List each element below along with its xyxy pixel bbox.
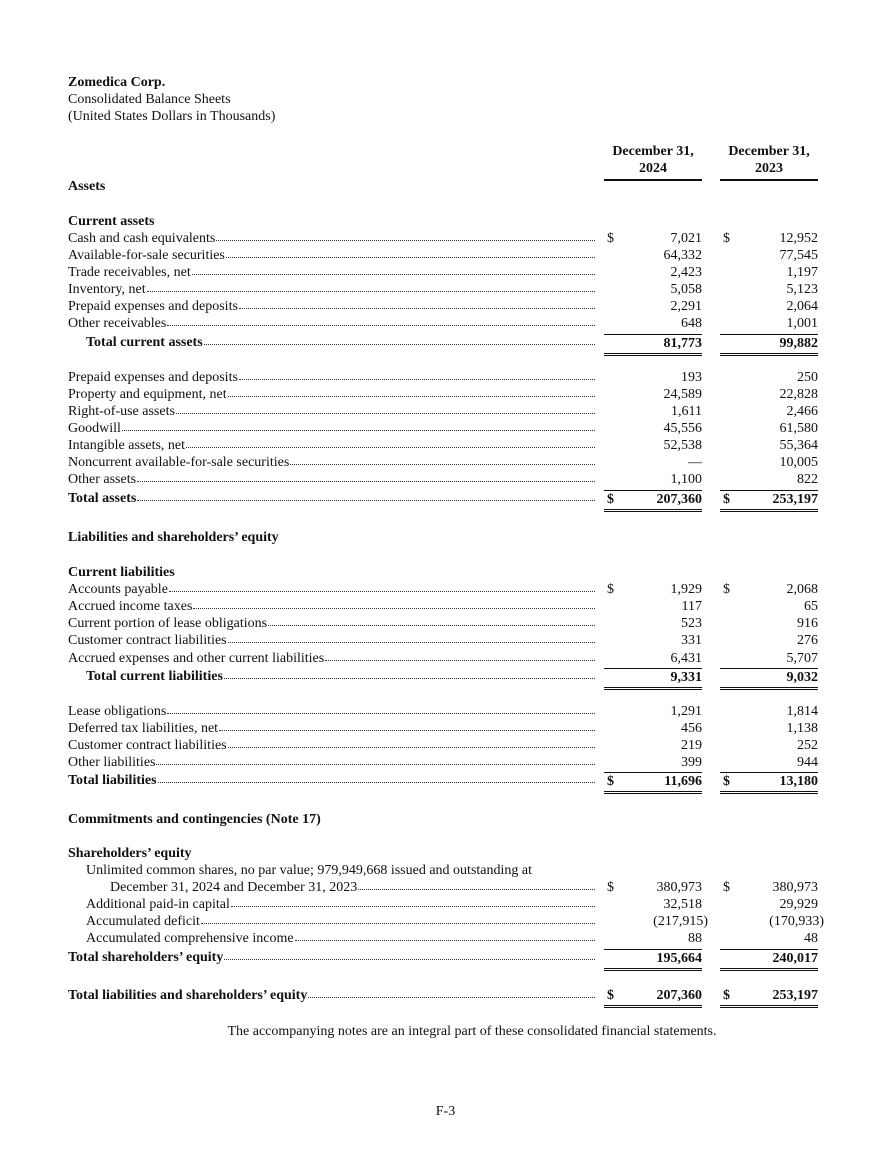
leader-dots	[231, 905, 595, 907]
leader-dots	[193, 607, 595, 609]
cell-2023	[720, 437, 818, 454]
dollar-sign: $	[607, 492, 614, 507]
dollar-sign: $	[607, 582, 614, 597]
value-2024: (217,915)	[653, 914, 708, 929]
row-total-equity	[0, 949, 891, 966]
value-2024: 32,518	[663, 897, 702, 912]
row-accumulated-deficit	[0, 913, 891, 930]
leader-dots	[268, 624, 595, 626]
value-2023: 61,580	[779, 421, 818, 436]
cell-2024	[604, 581, 702, 598]
row-label	[68, 420, 595, 437]
row-label-text: Other receivables	[68, 316, 167, 331]
row-other-receivables	[0, 315, 891, 332]
cell-2024	[604, 772, 702, 794]
row-label	[86, 930, 595, 947]
row-cash	[0, 230, 891, 247]
row-label	[68, 949, 595, 966]
value-2023: (170,933)	[769, 914, 824, 929]
value-2024: 2,291	[670, 299, 702, 314]
dollar-sign: $	[723, 582, 730, 597]
row-accounts-payable	[0, 581, 891, 598]
row-label	[68, 772, 595, 789]
leader-dots	[295, 939, 595, 941]
value-2024: 117	[681, 599, 702, 614]
leader-dots	[226, 256, 595, 258]
row-label	[86, 334, 595, 351]
cell-2024	[604, 437, 702, 454]
row-noncurrent-afs	[0, 454, 891, 471]
value-2024: 1,291	[670, 704, 702, 719]
cell-2023	[720, 471, 818, 488]
row-label	[68, 987, 595, 1004]
leader-dots	[216, 239, 595, 241]
cell-2024	[604, 454, 702, 471]
value-2024: 1,100	[670, 472, 702, 487]
leader-dots	[239, 307, 595, 309]
value-2023: 5,707	[786, 651, 818, 666]
dollar-sign: $	[723, 988, 730, 1003]
leader-dots	[158, 781, 595, 783]
value-2023: 2,068	[786, 582, 818, 597]
leader-dots	[228, 746, 595, 748]
cell-2023	[720, 386, 818, 403]
row-label-text: Accounts payable	[68, 582, 168, 597]
value-2023: 29,929	[779, 897, 818, 912]
row-aoci	[0, 930, 891, 947]
value-2024: 7,021	[670, 231, 702, 246]
cell-2024	[604, 668, 702, 690]
value-2024: 1,929	[670, 582, 702, 597]
value-2023: 13,180	[779, 774, 818, 789]
dollar-sign: $	[607, 774, 614, 789]
cell-2023	[720, 369, 818, 386]
cell-2023	[720, 298, 818, 315]
section-shareholders-equity: Shareholders’ equity	[68, 846, 192, 861]
value-2023: 48	[804, 931, 818, 946]
row-label	[68, 490, 595, 507]
dollar-sign: $	[723, 231, 730, 246]
row-label-text: Accrued income taxes	[68, 599, 193, 614]
value-2023: 276	[797, 633, 818, 648]
value-2023: 2,466	[786, 404, 818, 419]
row-label-text: Lease obligations	[68, 704, 167, 719]
row-label	[68, 403, 595, 420]
value-2023: 250	[797, 370, 818, 385]
cell-2023	[720, 896, 818, 913]
value-2023: 253,197	[772, 492, 818, 507]
cell-2024	[604, 247, 702, 264]
value-2023: 252	[797, 738, 818, 753]
row-ppe	[0, 386, 891, 403]
row-total-current-liabilities	[0, 668, 891, 685]
row-label-text: Total assets	[68, 491, 137, 506]
row-label-text: Other assets	[68, 472, 137, 487]
value-2024: 11,696	[664, 774, 702, 789]
row-label-text: Noncurrent available-for-sale securities	[68, 455, 290, 470]
row-accrued-income-taxes	[0, 598, 891, 615]
leader-dots	[147, 290, 595, 292]
value-2023: 916	[797, 616, 818, 631]
row-label	[68, 281, 595, 298]
row-intangibles	[0, 437, 891, 454]
leader-dots	[325, 659, 595, 661]
leader-dots	[239, 378, 595, 380]
row-label-text: Trade receivables, net	[68, 265, 191, 280]
row-total-liabilities-equity	[0, 987, 891, 1004]
value-2024: 45,556	[663, 421, 702, 436]
leader-dots	[167, 324, 595, 326]
page-number: F-3	[435, 1104, 456, 1119]
leader-dots	[169, 590, 595, 592]
row-common-shares-line1	[0, 862, 891, 879]
value-2023: 5,123	[786, 282, 818, 297]
row-label-text: Accumulated comprehensive income	[86, 931, 294, 946]
leader-dots	[228, 641, 595, 643]
row-label	[68, 632, 595, 649]
leader-dots	[308, 996, 595, 998]
value-2023: 240,017	[772, 951, 818, 966]
value-2024: 523	[681, 616, 702, 631]
row-contract-liabilities-current	[0, 632, 891, 649]
leader-dots	[122, 429, 595, 431]
statement-title: Consolidated Balance Sheets	[68, 92, 231, 107]
column-header-2023-line1: December 31,	[728, 144, 810, 159]
value-2023: 9,032	[786, 670, 818, 685]
row-label-text: Accumulated deficit	[86, 914, 200, 929]
row-label-text: Goodwill	[68, 421, 121, 436]
column-header-2023	[720, 143, 818, 181]
row-prepaid-noncurrent	[0, 369, 891, 386]
leader-dots	[224, 958, 595, 960]
row-label	[86, 896, 595, 913]
cell-2024	[604, 703, 702, 720]
value-2024: 207,360	[656, 988, 702, 1003]
value-2024: —	[688, 455, 702, 470]
row-label-text: Unlimited common shares, no par value; 979,949,668 issued and outstanding at	[86, 863, 532, 878]
cell-2024	[604, 949, 702, 971]
dollar-sign: $	[723, 492, 730, 507]
column-header-2024-line1: December 31,	[612, 144, 694, 159]
cell-2024	[604, 334, 702, 356]
cell-2023	[720, 930, 818, 947]
row-other-assets	[0, 471, 891, 488]
row-label-text: Total current liabilities	[86, 669, 223, 684]
row-lease-obligations	[0, 703, 891, 720]
dollar-sign: $	[723, 774, 730, 789]
row-label	[86, 668, 595, 685]
value-2024: 1,611	[671, 404, 702, 419]
row-apic	[0, 896, 891, 913]
row-total-assets	[0, 490, 891, 507]
units-note: (United States Dollars in Thousands)	[68, 109, 276, 124]
dollar-sign: $	[607, 880, 614, 895]
cell-2023	[720, 668, 818, 690]
row-label-text: Customer contract liabilities	[68, 633, 227, 648]
value-2024: 9,331	[670, 670, 702, 685]
leader-dots	[358, 888, 595, 890]
cell-2023	[720, 264, 818, 281]
cell-2024	[604, 298, 702, 315]
row-label	[68, 650, 595, 667]
row-label	[68, 598, 595, 615]
cell-2023	[720, 772, 818, 794]
row-total-liabilities	[0, 772, 891, 789]
cell-2024	[604, 650, 702, 667]
cell-2023	[720, 703, 818, 720]
row-accrued-expenses	[0, 650, 891, 667]
cell-2024	[604, 720, 702, 737]
row-afs	[0, 247, 891, 264]
leader-dots	[201, 922, 595, 924]
leader-dots	[290, 463, 595, 465]
row-label-text: Intangible assets, net	[68, 438, 186, 453]
row-total-current-assets	[0, 334, 891, 351]
cell-2023	[720, 754, 818, 771]
value-2024: 64,332	[663, 248, 702, 263]
value-2023: 1,001	[786, 316, 818, 331]
leader-dots	[204, 343, 595, 345]
row-label	[68, 315, 595, 332]
row-label	[68, 703, 595, 720]
leader-dots	[228, 395, 595, 397]
row-label	[68, 720, 595, 737]
value-2023: 99,882	[779, 336, 818, 351]
row-label	[68, 369, 595, 386]
dollar-sign: $	[607, 988, 614, 1003]
cell-2023	[720, 490, 818, 512]
dollar-sign: $	[723, 880, 730, 895]
row-label	[68, 471, 595, 488]
cell-2023	[720, 615, 818, 632]
leader-dots	[167, 712, 595, 714]
section-liabilities-equity: Liabilities and shareholders’ equity	[68, 530, 279, 545]
cell-2024	[604, 490, 702, 512]
cell-2024	[604, 987, 702, 1008]
cell-2024	[604, 403, 702, 420]
value-2024: 81,773	[663, 336, 702, 351]
value-2023: 55,364	[779, 438, 818, 453]
leader-dots	[156, 763, 595, 765]
cell-2023	[720, 598, 818, 615]
cell-2024	[604, 420, 702, 437]
row-label	[86, 862, 595, 879]
cell-2023	[720, 315, 818, 332]
value-2023: 10,005	[779, 455, 818, 470]
row-other-liabilities	[0, 754, 891, 771]
value-2023: 22,828	[779, 387, 818, 402]
cell-2023	[720, 987, 818, 1008]
row-label	[68, 437, 595, 454]
row-label	[86, 913, 595, 930]
row-label-text: Total liabilities and shareholders’ equity	[68, 988, 308, 1003]
row-label-text: Accrued expenses and other current liabilities	[68, 651, 325, 666]
value-2024: 331	[681, 633, 702, 648]
row-label	[68, 298, 595, 315]
row-lease-current	[0, 615, 891, 632]
row-label	[68, 386, 595, 403]
row-label	[68, 754, 595, 771]
row-label	[68, 581, 595, 598]
cell-2024	[604, 281, 702, 298]
section-current-assets: Current assets	[68, 214, 155, 229]
row-label	[68, 454, 595, 471]
leader-dots	[137, 480, 595, 482]
row-deferred-tax	[0, 720, 891, 737]
row-label-text: December 31, 2024 and December 31, 2023	[110, 880, 358, 895]
cell-2024	[604, 230, 702, 247]
cell-2024	[604, 369, 702, 386]
cell-2023	[720, 949, 818, 971]
cell-2024	[604, 598, 702, 615]
row-label	[68, 230, 595, 247]
value-2023: 1,197	[786, 265, 818, 280]
row-contract-liabilities-noncurrent	[0, 737, 891, 754]
value-2024: 195,664	[656, 951, 702, 966]
row-label	[68, 247, 595, 264]
row-label-text: Prepaid expenses and deposits	[68, 370, 238, 385]
company-name: Zomedica Corp.	[68, 75, 166, 90]
row-label-text: Cash and cash equivalents	[68, 231, 216, 246]
row-label-text: Deferred tax liabilities, net	[68, 721, 219, 736]
value-2024: 219	[681, 738, 702, 753]
row-label	[110, 879, 595, 896]
cell-2024	[604, 471, 702, 488]
value-2023: 253,197	[772, 988, 818, 1003]
cell-2023	[720, 230, 818, 247]
leader-dots	[186, 446, 595, 448]
leader-dots	[176, 412, 595, 414]
row-label-text: Current portion of lease obligations	[68, 616, 268, 631]
row-label-text: Inventory, net	[68, 282, 146, 297]
row-label	[68, 737, 595, 754]
section-commitments: Commitments and contingencies (Note 17)	[68, 812, 321, 827]
value-2024: 2,423	[670, 265, 702, 280]
value-2024: 5,058	[670, 282, 702, 297]
value-2023: 65	[804, 599, 818, 614]
cell-2023	[720, 737, 818, 754]
row-label-text: Property and equipment, net	[68, 387, 227, 402]
value-2023: 380,973	[772, 880, 818, 895]
cell-2024	[604, 615, 702, 632]
cell-2024	[604, 315, 702, 332]
row-goodwill	[0, 420, 891, 437]
row-label-text: Prepaid expenses and deposits	[68, 299, 238, 314]
value-2023: 1,814	[786, 704, 818, 719]
value-2024: 193	[681, 370, 702, 385]
cell-2023	[720, 581, 818, 598]
column-header-2024-line2: 2024	[639, 161, 667, 176]
row-label	[68, 615, 595, 632]
cell-2024	[604, 632, 702, 649]
value-2023: 1,138	[786, 721, 818, 736]
value-2024: 399	[681, 755, 702, 770]
row-prepaid-current	[0, 298, 891, 315]
cell-2023	[720, 334, 818, 356]
row-trade-receivables	[0, 264, 891, 281]
row-label-text: Total current assets	[86, 335, 203, 350]
cell-2024	[604, 930, 702, 947]
cell-2023	[720, 247, 818, 264]
row-label-text: Available-for-sale securities	[68, 248, 225, 263]
value-2024: 648	[681, 316, 702, 331]
leader-dots	[219, 729, 595, 731]
row-label-text: Other liabilities	[68, 755, 156, 770]
cell-2024	[604, 264, 702, 281]
row-label-text: Total shareholders’ equity	[68, 950, 224, 965]
leader-dots	[137, 499, 595, 501]
column-header-2024	[604, 143, 702, 181]
row-common-shares	[0, 879, 891, 896]
section-current-liabilities: Current liabilities	[68, 565, 175, 580]
row-label-text: Additional paid-in capital	[86, 897, 230, 912]
value-2023: 12,952	[779, 231, 818, 246]
row-label-text: Customer contract liabilities	[68, 738, 227, 753]
cell-2024	[604, 879, 702, 896]
cell-2023	[720, 420, 818, 437]
row-label-text: Right-of-use assets	[68, 404, 175, 419]
value-2023: 77,545	[779, 248, 818, 263]
cell-2023	[720, 650, 818, 667]
row-inventory	[0, 281, 891, 298]
value-2024: 6,431	[670, 651, 702, 666]
value-2023: 944	[797, 755, 818, 770]
value-2023: 822	[797, 472, 818, 487]
cell-2023	[720, 454, 818, 471]
cell-2023	[720, 632, 818, 649]
section-assets: Assets	[68, 179, 106, 194]
row-right-of-use	[0, 403, 891, 420]
value-2024: 380,973	[656, 880, 702, 895]
cell-2024	[604, 386, 702, 403]
cell-2024	[604, 913, 708, 930]
footnote: The accompanying notes are an integral part of these consolidated financial statements.	[227, 1024, 717, 1039]
cell-2024	[604, 737, 702, 754]
cell-2023	[720, 720, 818, 737]
value-2023: 2,064	[786, 299, 818, 314]
column-header-2023-line2: 2023	[755, 161, 783, 176]
value-2024: 24,589	[663, 387, 702, 402]
row-label	[68, 264, 595, 281]
value-2024: 456	[681, 721, 702, 736]
value-2024: 52,538	[663, 438, 702, 453]
row-label-text: Total liabilities	[68, 773, 157, 788]
dollar-sign: $	[607, 231, 614, 246]
value-2024: 207,360	[656, 492, 702, 507]
leader-dots	[192, 273, 595, 275]
cell-2023	[720, 913, 824, 930]
cell-2023	[720, 281, 818, 298]
value-2024: 88	[688, 931, 702, 946]
cell-2024	[604, 754, 702, 771]
cell-2024	[604, 896, 702, 913]
leader-dots	[224, 677, 595, 679]
cell-2023	[720, 403, 818, 420]
cell-2023	[720, 879, 818, 896]
